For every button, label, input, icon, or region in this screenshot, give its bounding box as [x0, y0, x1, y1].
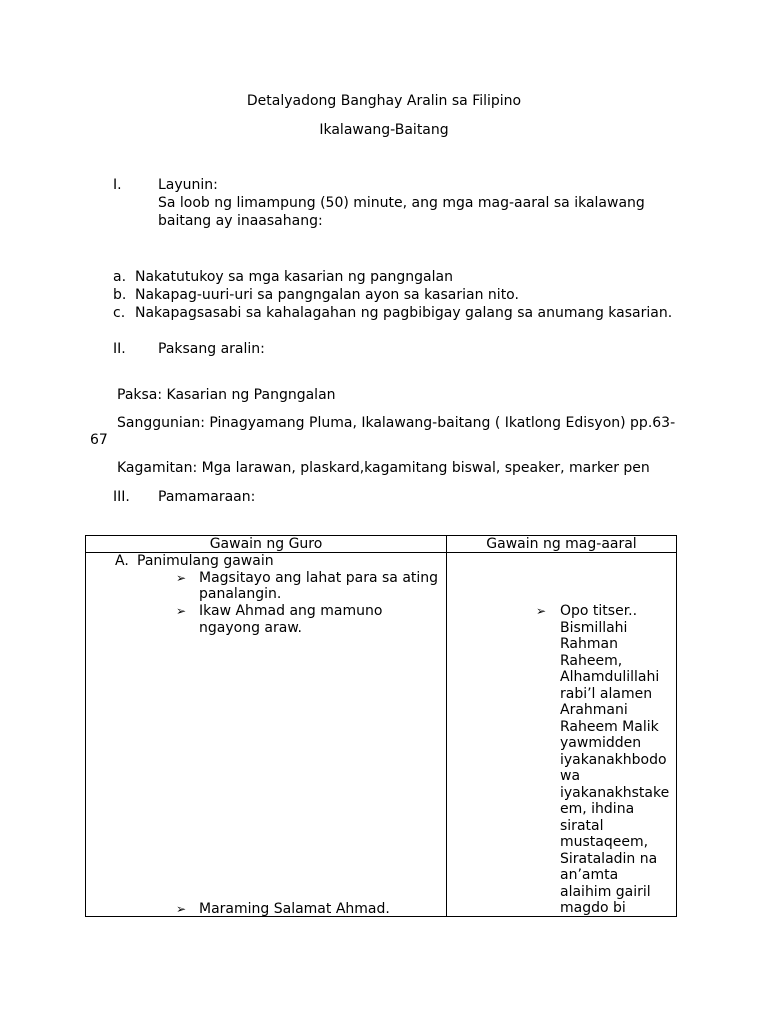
part-a-letter: A.: [115, 553, 129, 569]
section-2-heading: Paksang aralin:: [158, 341, 265, 357]
section-3-numeral: III.: [113, 489, 130, 505]
guro-item-1-line2: panalangin.: [199, 586, 282, 602]
column-header-guro: Gawain ng Guro: [209, 536, 323, 552]
guro-item-1-line1: Magsitayo ang lahat para sa ating: [199, 570, 439, 586]
objective-c-text: Nakapagsasabi sa kahalagahan ng pagbibigay galang sa anumang kasarian.: [135, 305, 673, 321]
arrow-bullet-icon: ➢: [176, 604, 187, 618]
student-response-line: Opo titser..: [560, 603, 638, 619]
student-response-line: iyakanakhbodo: [560, 751, 667, 768]
student-response-line: wa: [560, 768, 581, 784]
objective-b-text: Nakapag-uuri-uri sa pangngalan ayon sa kasarian nito.: [135, 287, 519, 303]
student-response-line: mustaqeem,: [560, 834, 649, 850]
section-3-heading: Pamamaraan:: [158, 489, 256, 505]
paksa-line: Paksa: Kasarian ng Pangngalan: [117, 387, 336, 403]
student-response-line: Arahmani: [560, 702, 628, 718]
objective-b-letter: b.: [113, 287, 127, 303]
student-response-line: em, ihdina: [560, 801, 635, 817]
objective-a-letter: a.: [113, 269, 127, 285]
student-response-line: an’amta: [560, 867, 619, 883]
section-1-numeral: I.: [113, 177, 122, 193]
part-a-title: Panimulang gawain: [137, 553, 274, 569]
section-2-numeral: II.: [113, 341, 126, 357]
objective-a-text: Nakatutukoy sa mga kasarian ng pangngalan: [135, 269, 453, 285]
procedure-table: [85, 535, 677, 917]
student-response: [560, 603, 669, 917]
student-response-line: magdo bi: [560, 900, 626, 916]
student-response-line: siratal: [560, 817, 604, 834]
student-response-line: Sirataladin na: [560, 850, 658, 867]
student-response-line: rabi’l alamen: [560, 685, 653, 702]
student-response-line: alaihim gairil: [560, 883, 651, 900]
grade-level: Ikalawang-Baitang: [319, 122, 449, 138]
guro-item-2-line1: Ikaw Ahmad ang mamuno: [199, 603, 383, 619]
sanggunian-line2: 67: [90, 432, 108, 448]
arrow-bullet-icon: ➢: [536, 604, 547, 618]
arrow-bullet-icon: ➢: [176, 902, 187, 916]
student-response-line: iyakanakhstake: [560, 784, 670, 801]
guro-item-3: Maraming Salamat Ahmad.: [199, 901, 390, 917]
sanggunian-line1: Sanggunian: Pinagyamang Pluma, Ikalawang-baitang ( Ikatlong Edisyon) pp.63-: [117, 415, 676, 431]
table-column-divider: [446, 536, 447, 916]
student-response-line: Raheem,: [560, 652, 623, 669]
column-header-mag-aaral: Gawain ng mag-aaral: [486, 536, 637, 552]
student-response-line: Raheem Malik: [560, 718, 659, 735]
arrow-bullet-icon: ➢: [176, 571, 187, 585]
kagamitan-line: Kagamitan: Mga larawan, plaskard,kagamitang biswal, speaker, marker pen: [117, 460, 650, 476]
section-1-heading: Layunin:: [158, 177, 218, 193]
student-response-line: Alhamdulillahi: [560, 669, 660, 685]
document-title: Detalyadong Banghay Aralin sa Filipino: [246, 93, 522, 109]
section-1-intro-line1: Sa loob ng limampung (50) minute, ang mga mag-aaral sa ikalawang: [158, 195, 645, 211]
student-response-line: Rahman: [560, 636, 618, 652]
section-1-intro-line2: baitang ay inaasahang:: [158, 213, 323, 229]
student-response-line: Bismillahi: [560, 619, 628, 636]
objective-c-letter: c.: [113, 305, 126, 321]
student-response-line: yawmidden: [560, 735, 642, 751]
guro-item-2-line2: ngayong araw.: [199, 620, 302, 636]
